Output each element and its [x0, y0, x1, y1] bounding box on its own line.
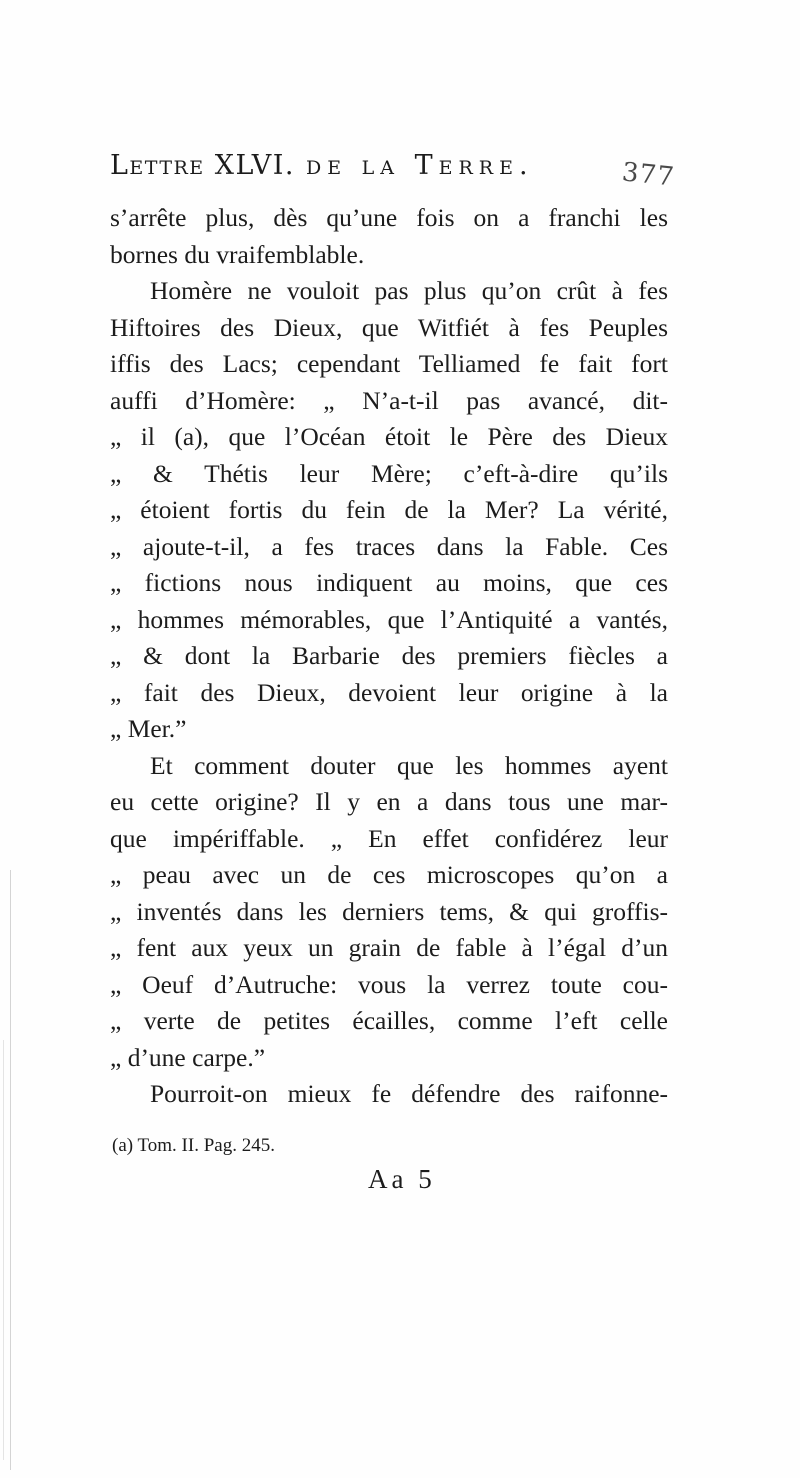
page-edge-shadow-outer [3, 1040, 4, 1460]
body-text [110, 200, 668, 1113]
text-line: „ d’une carpe.” [110, 1042, 266, 1072]
text-line: „ hommes mémorables, que l’Antiquité a vantés, [110, 604, 668, 634]
text-line: „ fent aux yeux un grain de fable à l’égal d’un [110, 933, 668, 962]
text-line: iffis des Lacs; cependant Telliamed fe fait fort [110, 349, 668, 378]
text-line: „ fictions nous indiquent au moins, que ces [110, 568, 668, 597]
text-line: Pourroit-on mieux fe défendre des raifonne- [150, 1079, 668, 1108]
text-line: „ ajoute-t-il, a fes traces dans la Fable. Ces [110, 531, 668, 561]
text-line: „ fait des Dieux, devoient leur origine à la [110, 677, 668, 707]
text-line: Homère ne vouloit pas plus qu’on crût à fes [150, 276, 668, 305]
running-head-title: de la Terre. [306, 150, 534, 181]
running-head [110, 150, 677, 193]
text-line: bornes du vraifemblable. [110, 239, 365, 269]
text-line: „ peau avec un de ces microscopes qu’on a [110, 860, 668, 889]
text-line: „ étoient fortis du fein de la Mer? La vérité, [110, 495, 668, 524]
text-line: „ Mer.” [110, 714, 187, 743]
text-line: s’arrête plus, dès qu’une fois on a franchi les [110, 203, 668, 232]
page-number: 377 [620, 157, 677, 193]
signature-mark: Aa 5 [368, 1164, 436, 1194]
text-line: „ & dont la Barbarie des premiers fiècles a [110, 641, 668, 670]
text-line: „ verte de petites écailles, comme l’eft celle [110, 1006, 668, 1035]
running-head-letter: Lettre XLVI. [110, 150, 295, 181]
text-line: Hiftoires des Dieux, que Witfiét à fes Peuples [110, 312, 668, 342]
text-line: „ inventés dans les derniers tems, & qui groffis- [110, 896, 668, 926]
text-line: „ Oeuf d’Autruche: vous la verrez toute cou- [110, 969, 668, 999]
text-line: eu cette origine? Il y en a dans tous une mar- [110, 787, 668, 816]
footnote: (a) Tom. II. Pag. 245. [112, 1135, 275, 1156]
text-line: Et comment douter que les hommes ayent [150, 750, 668, 780]
text-line: „ il (a), que l’Océan étoit le Père des Dieux [110, 422, 668, 451]
text-line: „ & Thétis leur Mère; c’eft-à-dire qu’ils [110, 458, 668, 488]
text-line: auffi d’Homère: „ N’a-t-il pas avancé, dit- [110, 385, 668, 415]
page-edge-shadow [10, 870, 11, 1470]
text-line: que impériffable. „ En effet confidérez leur [110, 823, 668, 853]
